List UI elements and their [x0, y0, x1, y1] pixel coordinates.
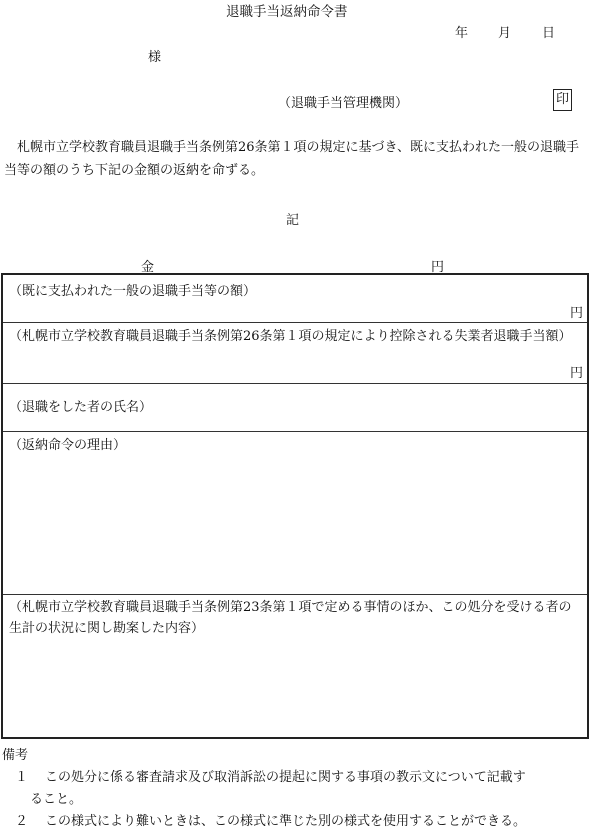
notes-heading: 備考	[2, 748, 29, 763]
body-text: 札幌市立学校教育職員退職手当条例第26条第１項の規定に基づき、既に支払われた一般の退職手当等の額のうち下記の金額の返納を命ずる。	[4, 140, 580, 178]
form-row-considerations	[3, 594, 587, 737]
seal-box: 印	[553, 89, 572, 111]
note-item	[15, 811, 589, 833]
document-title: 退職手当返納命令書	[226, 4, 348, 20]
row-label: （返納命令の理由）	[9, 438, 127, 453]
form-row-deducted-amount	[3, 322, 587, 384]
amount-label: 金	[141, 260, 155, 275]
note-number: １	[15, 770, 29, 785]
note-text: この様式により難いときは、この様式に準じた別の様式を使用することができる。	[45, 814, 527, 829]
note-number: ２	[15, 814, 29, 829]
note-text: この処分に係る審査請求及び取消訴訟の提起に関する事項の教示文について記載す	[45, 770, 526, 785]
form-row-reason	[3, 431, 587, 595]
ki-heading: 記	[286, 213, 300, 228]
date-day-label: 日	[542, 26, 556, 41]
issuer-label: （退職手当管理機関）	[278, 96, 409, 111]
form-row-paid-amount	[3, 275, 587, 323]
form-table	[1, 273, 589, 739]
row-label: （退職をした者の氏名）	[9, 400, 153, 415]
addressee-suffix: 様	[148, 50, 162, 65]
form-row-retiree-name	[3, 383, 587, 432]
note-item	[15, 767, 589, 811]
row-label: （既に支払われた一般の退職手当等の額）	[9, 284, 257, 299]
row-label: （札幌市立学校教育職員退職手当条例第26条第１項の規定により控除される失業者退職手当額）	[9, 329, 572, 344]
note-text-continued: ること。	[30, 792, 83, 807]
row-unit: 円	[569, 366, 583, 381]
row-label: （札幌市立学校教育職員退職手当条例第23条第１項で定める事情のほか、この処分を受ける者の生計の状況に関し勘案した内容）	[9, 600, 572, 636]
amount-unit: 円	[431, 260, 445, 275]
date-month-label: 月	[498, 26, 512, 41]
row-unit: 円	[569, 306, 583, 321]
date-year-label: 年	[455, 26, 469, 41]
